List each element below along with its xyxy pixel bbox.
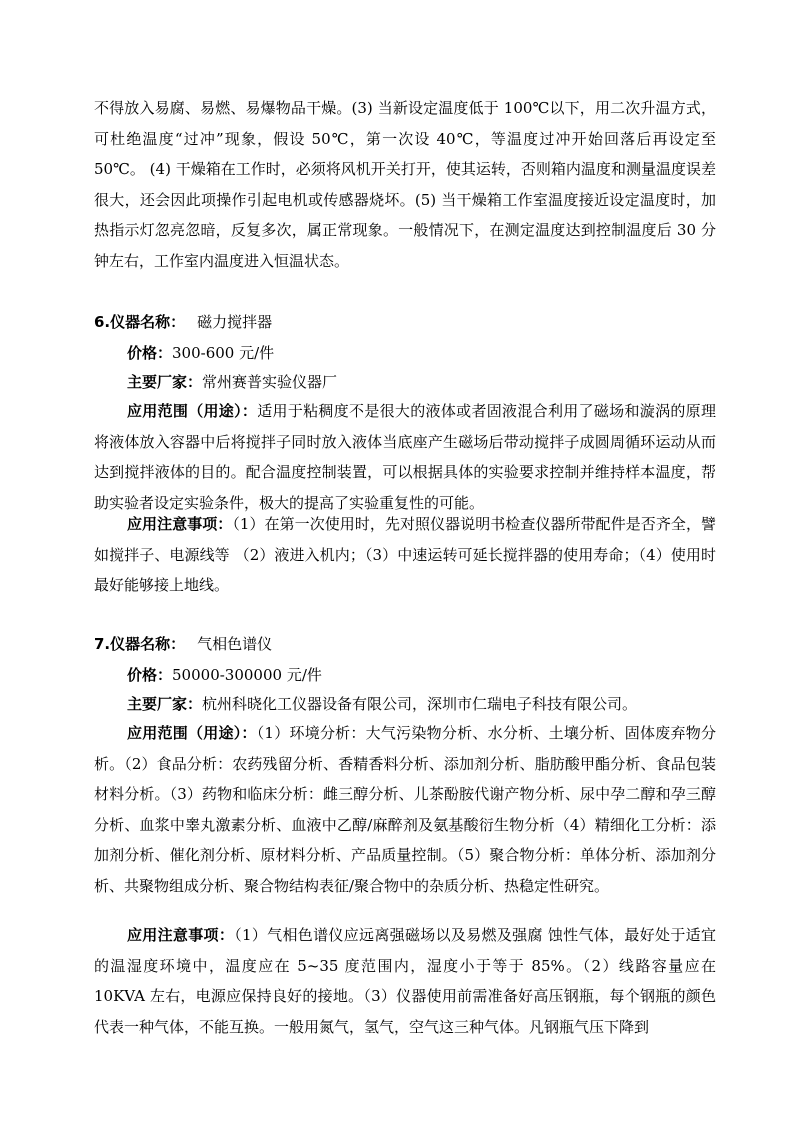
section-6-price-value: 300-600 元/件 [172, 344, 275, 362]
intro-paragraph: 不得放入易腐、易燃、易爆物品干燥。(3) 当新设定温度低于 100℃以下，用二次升温方式，可杜绝温度“过冲”现象，假设 50℃，第一次设 40℃，等温度过冲开始回落后再设定至 50℃。 (4) 干燥箱在工作时，必须将风机开关打开，使其运转，否则箱内温度和测量温度误差很大，还会因此项操作引起电机或传感器烧坏。(5) 当干燥箱工作室温度接近设定温度时，加热指示灯忽亮忽暗，反复多次，属正常现象。一般情况下，在测定温度达到控制温度后 30 分钟左右，工作室内温度进入恒温状态。 [94, 99, 716, 270]
section-7-price-value: 50000-300000 元/件 [172, 666, 322, 684]
section-6-maker-value: 常州赛普实验仪器厂 [202, 373, 338, 391]
section-6-maker [127, 372, 337, 392]
section-6-notes-text: （1）在第一次使用时，先对照仪器说明书检查仪器所带配件是否齐全，譬如搅拌子、电源线等 （2）液进入机内；（3）中速运转可延长搅拌器的使用寿命；（4）使用时最好能够接上地线。 [94, 515, 716, 594]
section-7-use [94, 718, 716, 901]
section-6-heading-label: 6.仪器名称： [94, 313, 186, 331]
section-6-notes [94, 509, 716, 601]
section-7-notes-text: （1）气相色谱仪应远离强磁场以及易燃及强腐 蚀性气体，最好处于适宜的温湿度环境中，温度应在 5~35 度范围内，湿度小于等于 85%。（2）线路容量应在 10KVA 左右，电源应保持良好的接地。（3）仪器使用前需准备好高压钢瓶，每个钢瓶的颜色代表一种气体，不能互换。一般用氮气，氢气，空气这三种气体。凡钢瓶气压下降到 [94, 926, 716, 1036]
section-6-use-text: 适用于粘稠度不是很大的液体或者固液混合利用了磁场和漩涡的原理将液体放入容器中后将搅拌子同时放入液体当底座产生磁场后带动搅拌子成圆周循环运动从而达到搅拌液体的目的。配合温度控制装置，可以根据具体的实验要求控制并维持样本温度，帮助实验者设定实验条件，极大的提高了实验重复性的可能。 [94, 402, 716, 512]
section-6-heading-value: 磁力搅拌器 [197, 313, 273, 331]
section-7-maker-value: 杭州科晓化工仪器设备有限公司，深圳市仁瑞电子科技有限公司。 [202, 695, 638, 713]
section-7-price [127, 665, 322, 685]
section-6-use [94, 396, 716, 518]
section-6-use-label: 应用范围（用途）： [127, 402, 258, 420]
section-6-notes-label: 应用注意事项： [127, 515, 233, 533]
section-7-heading-label: 7.仪器名称： [94, 635, 186, 653]
section-7-heading [94, 634, 272, 654]
section-7-use-label: 应用范围（用途）： [127, 724, 257, 742]
section-7-price-label: 价格： [127, 666, 173, 684]
section-7-heading-value: 气相色谱仪 [197, 635, 273, 653]
section-6-maker-label: 主要厂家： [127, 373, 203, 391]
section-7-maker [127, 694, 637, 714]
section-7-maker-label: 主要厂家： [127, 695, 203, 713]
section-7-notes [94, 920, 716, 1042]
section-6-price-label: 价格： [127, 344, 173, 362]
section-6-heading [94, 312, 272, 332]
section-6-price [127, 343, 274, 363]
section-7-notes-label: 应用注意事项： [127, 926, 235, 944]
section-7-use-text: （1）环境分析：大气污染物分析、水分析、土壤分析、固体废弃物分析。（2）食品分析：农药残留分析、香精香料分析、添加剂分析、脂肪酸甲酯分析、食品包装材料分析。（3）药物和临床分析：雌三醇分析、儿茶酚胺代谢产物分析、尿中孕二醇和孕三醇分析、血浆中睾丸激素分析、血液中乙醇/麻醉剂及氨基酸衍生物分析（4）精细化工分析：添加剂分析、催化剂分析、原材料分析、产品质量控制。（5）聚合物分析：单体分析、添加剂分析、共聚物组成分析、聚合物结构表征/聚合物中的杂质分析、热稳定性研究。 [94, 724, 716, 895]
